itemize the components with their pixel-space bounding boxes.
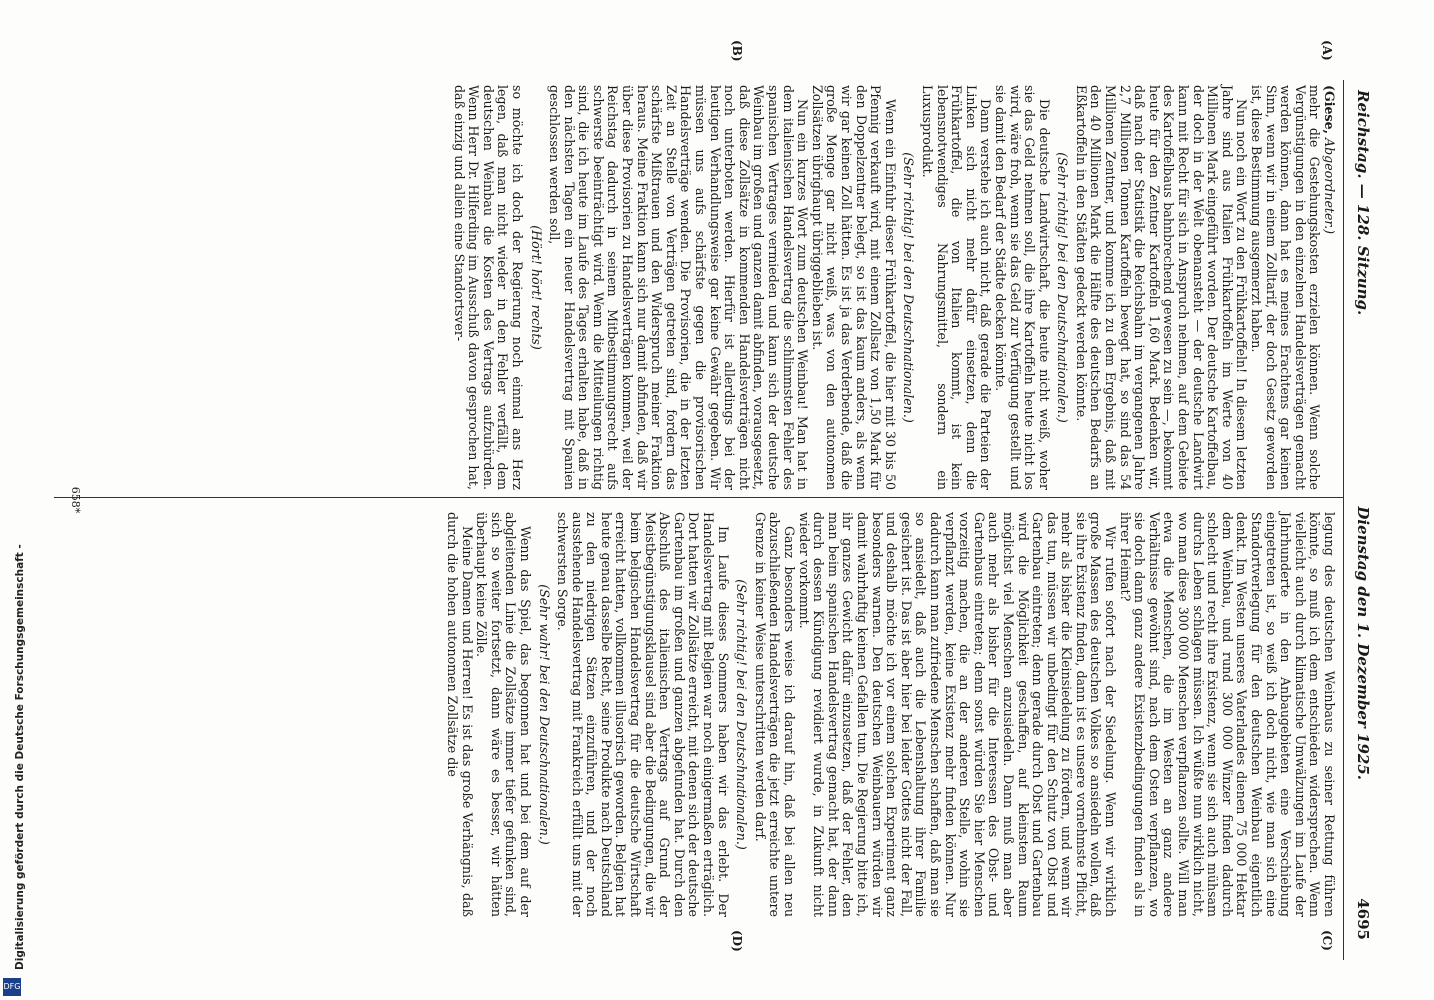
header-left: Reichstag. — 128. Sitzung. (1354, 90, 1372, 316)
paragraph: legung des deutschen Weinbaus zu seiner Rettung führen könnte, so muß ich dem entschieden widersprechen. Wenn vielleicht auch durch klimatische Umwälzungen im Laufe der Jahrhunderte in den Anbaugebieten eine Verschiebung eingetreten ist, so weiß ich doch nicht, wie man sich eine Standortverlegung für den deutschen Weinbau eigentlich denkt. Im Westen unseres Vaterlandes dienen 75 000 Hektar dem Weinbau, und rund 300 000 Winzer finden dadurch schlecht und recht ihre Existenz, wenn sie sich auch mühsam durchs Leben schlagen müssen. Ich wüßte nun wirklich nicht, wo man diese 300 000 Menschen verpflanzen sollte. Will man etwa die Menschen, die im Westen an ganz andere Verhältnisse gewöhnt sind, nach dem Osten verpflanzen, wo sie doch dann ganz andere Existenzbedingungen finden als in ihrer Heimat? (1117, 512, 1337, 917)
paragraph: Wir rufen sofort nach der Siedelung. Wenn wir wirklich große Massen des deutschen Volkes so ansiedeln wollen, daß sie ihre Existenz finden, dann ist es unsere vornehmste Pflicht, mehr als bisher die Kleinsiedelung zu fördern, und wenn wir das tun, müssen wir unbedingt für den Schutz von Obst und Gartenbau eintreten; denn gerade durch Obst und Gartenbau wird die Möglichkeit geschaffen, auf kleinstem Raum möglichst viel Menschen anzusiedeln. Dann muß man aber auch mehr als bisher für die Interessen des Obst- und Gartenbaus eintreten; denn sonst würden Sie hier Menschen vorzeitig machen, die an der anderen Stelle, wohin sie verpflanzt werden, keine Existenz mehr finden können. Nur dadurch kann man zufriedene Menschen schaffen, daß man sie so ansiedelt, daß auch die Lebenshaltung ihrer Familie gesichert ist. Das ist aber hier bei leider Gottes nicht der Fall, und deshalb möchte ich vor einem solchen Experiment ganz besonders warnen. Den deutschen Weinbauern würden wir damit wahrhaftig keinen Gefallen tun. Die Regierung bitte ich, ihr ganzes Gewicht dafür einzusetzen, daß der Fehler, den man beim spanischen Handelsvertrag gemacht hat, der dann durch dessen Kündigung revidiert wurde, in Zukunft nicht wieder vorkommt. (796, 512, 1119, 917)
margin-mark-a: (A) (1320, 40, 1334, 61)
dfg-logo-icon: DFG (3, 978, 21, 996)
right-column (444, 512, 1336, 917)
credit-line: Digitalisierung gefördert durch die Deutsche Forschungsgemeinschaft - (14, 544, 26, 970)
header-rule (1343, 80, 1344, 960)
paragraph: Wenn ein Einfuhr dieser Frühkartoffel, die hier mit 30 bis 50 Pfennig verkauft wird, mit einem Zollsatz von 1,50 Mark für den Doppelzentner belegt, so ist das kaum anders, als wenn wir gar keinen Zoll hätten. Es ist ja das Verderbende, daß die große Menge gar nicht weiß, was von den autonomen Zollsätzen übrighaupt übriggeblieben ist. (809, 85, 898, 490)
footer-sheet-mark: 658* (69, 486, 82, 514)
column-divider (54, 497, 1344, 498)
paragraph: Nun noch ein Wort zu den Frühkartoffeln! In diesem letzten Jahre sind aus Italien Frühkartoffeln im Werte von 40 Millionen Mark eingeführt worden. Der deutsche Kartoffelbau, der doch in der Welt obenansteht — der deutsche Landwirt kann mit Recht für sich in Anspruch nehmen, auf dem Gebiete des Kartoffelbaus bahnbrechend gewesen zu sein —, bekommt heute für den Zentner Kartoffeln 1,60 Mark. Bedenken wir, daß nach der Statistik die Reichsbahn im vergangenen Jahre 2,7 Millionen Tonnen Kartoffeln bewegt hat, so sind das 54 Millionen Zentner, und komme ich zu dem Ergebnis, daß mit den 40 Millionen Mark die Hälfte des deutschen Bedarfs an Eßkartoffeln in den Städten gedeckt werden könnte. (1073, 85, 1250, 490)
interjection: (Sehr richtig! bei den Deutschnationalen.) (734, 579, 750, 850)
interjection: (Hört! hört! rechts) (528, 225, 544, 350)
paragraph: Wenn das Spiel, das begonnen hat und bei dem auf der abgleitenden Linie die Zollsätze immer tiefer gefunken sind, sich so weiter fortsetzt, dann wäre es besser, wir hätten überhaupt keine Zölle. (474, 512, 533, 917)
speaker-name: (Giese, (1322, 85, 1337, 134)
margin-mark-d: (D) (730, 930, 744, 952)
paragraph: Nun ein kurzes Wort zum deutschen Weinbau! Man hat in dem italienischen Handelsvertrag die schlimmsten Fehler des spanischen Vertrages vermieden und kann sich der deutsche Weinbau im großen und ganzen damit abfinden, vorausgesetzt, daß diese Zollsätze in kommenden Handelsverträgen nicht noch unterboten werden. Hierfür ist allerdings bei der heutigen Verhandlungsweise gar keine Gewähr gegeben. Wir müssen uns aufs schärfste gegen die provisorischen Handelsverträge wenden. Die Provisorien, die in der letzten Zeit an Stelle von Verträgen getreten sind, fordern das schärfste Mißtrauen und den Widerspruch meiner Fraktion heraus. Meine Fraktion kann sich nur damit abfinden, daß wir über diese Provisorien zu Handelsverträgen kommen, weil der Reichstag dadurch in seinem Mitbestimmungsrecht aufs schwerste beeinträchtigt wird. Wenn die Mitteilungen richtig sind, die ich heute im Laufe des Tages erhalten habe, daß in den nächsten Tagen ein neuer Handelsvertrag mit Spanien geschlossen werden soll, (547, 85, 811, 490)
header-date: Dienstag den 1. Dezember 1925. (1354, 506, 1372, 780)
speaker-role: Abgeordneter.) (1322, 138, 1337, 234)
paragraph: Die deutsche Landwirtschaft, die heute nicht weiß, woher sie das Geld nehmen soll, die ihre Kartoffeln heute nicht los wird, wäre froh, wenn sie das Geld zur Verfügung gestellt und sie damit den Bedarf der Städte decken könnte. (992, 85, 1052, 490)
page-header (1348, 40, 1378, 940)
paragraph: Meine Damen und Herren! Es ist das große Verhängnis, daß durch die hohen autonomen Zollsätze die (444, 512, 475, 917)
page-number: 4695 (1354, 898, 1372, 940)
paragraph: Dann verstehe ich auch nicht, daß gerade die Parteien der Linken sich nicht mehr dafür einsetzen, denn die Frühkartoffel, die von Italien kommt, ist kein lebensnotwendiges Nahrungsmittel, sondern ein Luxusprodukt. (919, 85, 994, 490)
left-column (451, 85, 1336, 490)
paragraph: Ganz besonders weise ich darauf hin, daß bei allen neu abzuschließenden Handelsverträgen die jetzt erreichte untere Grenze in keiner Weise unterschritten werden darf. (752, 512, 798, 917)
interjection: (Sehr richtig! bei den Deutschnationalen.) (901, 152, 917, 423)
credit-strip (0, 470, 26, 1000)
paragraph: mehr die Gestehungskosten erzielen können. Wenn solche Vergünstigungen in den einzelnen Handelsverträgen gemacht werden können, dann hat es meines Erachtens gar keinen Sinn, wenn wir in einem Zolltarif, der doch Gesetz geworden ist, diese Bestimmung ausgemerzt haben. (1249, 85, 1323, 490)
margin-mark-b: (B) (730, 40, 744, 62)
paragraph: Im Laufe dieses Sommers haben wir das erlebt. Der Handelsvertrag mit Belgien war noch einigermaßen erträglich. Dort hatten wir Zollsätze erreicht, mit denen sich der deutsche Gartenbau im großen und ganzen abgefunden hat. Durch den Abschluß des italienischen Vertrags auf Grund der Meistbegünstigungsklausel sind aber die Bedingungen, die wir beim belgischen Handelsvertrag für die deutsche Wirtschaft erreicht hatten, vollkommen illusorisch geworden. Belgien hat heute genau dasselbe Recht, seine Produkte nach Deutschland zu den niedrigen Sätzen einzuführen, und der noch ausstehende Handelsvertrag mit Frankreich erfüllt uns mit der schwersten Sorge. (555, 512, 731, 917)
interjection: (Sehr wahr! bei den Deutschnationalen.) (536, 584, 552, 845)
margin-mark-c: (C) (1320, 930, 1334, 951)
interjection: (Sehr richtig! bei den Deutschnationalen.) (1055, 152, 1071, 423)
paragraph: so möchte ich doch der Regierung noch einmal ans Herz legen, daß man nicht wieder in den Fehler verfällt, dem deutschen Weinbau die Kosten des Vertrags aufzubürden. Wenn Herr Dr. Hilferding im Ausschuß davon gesprochen hat, daß einzig und allein eine Standortsver- (451, 85, 525, 490)
